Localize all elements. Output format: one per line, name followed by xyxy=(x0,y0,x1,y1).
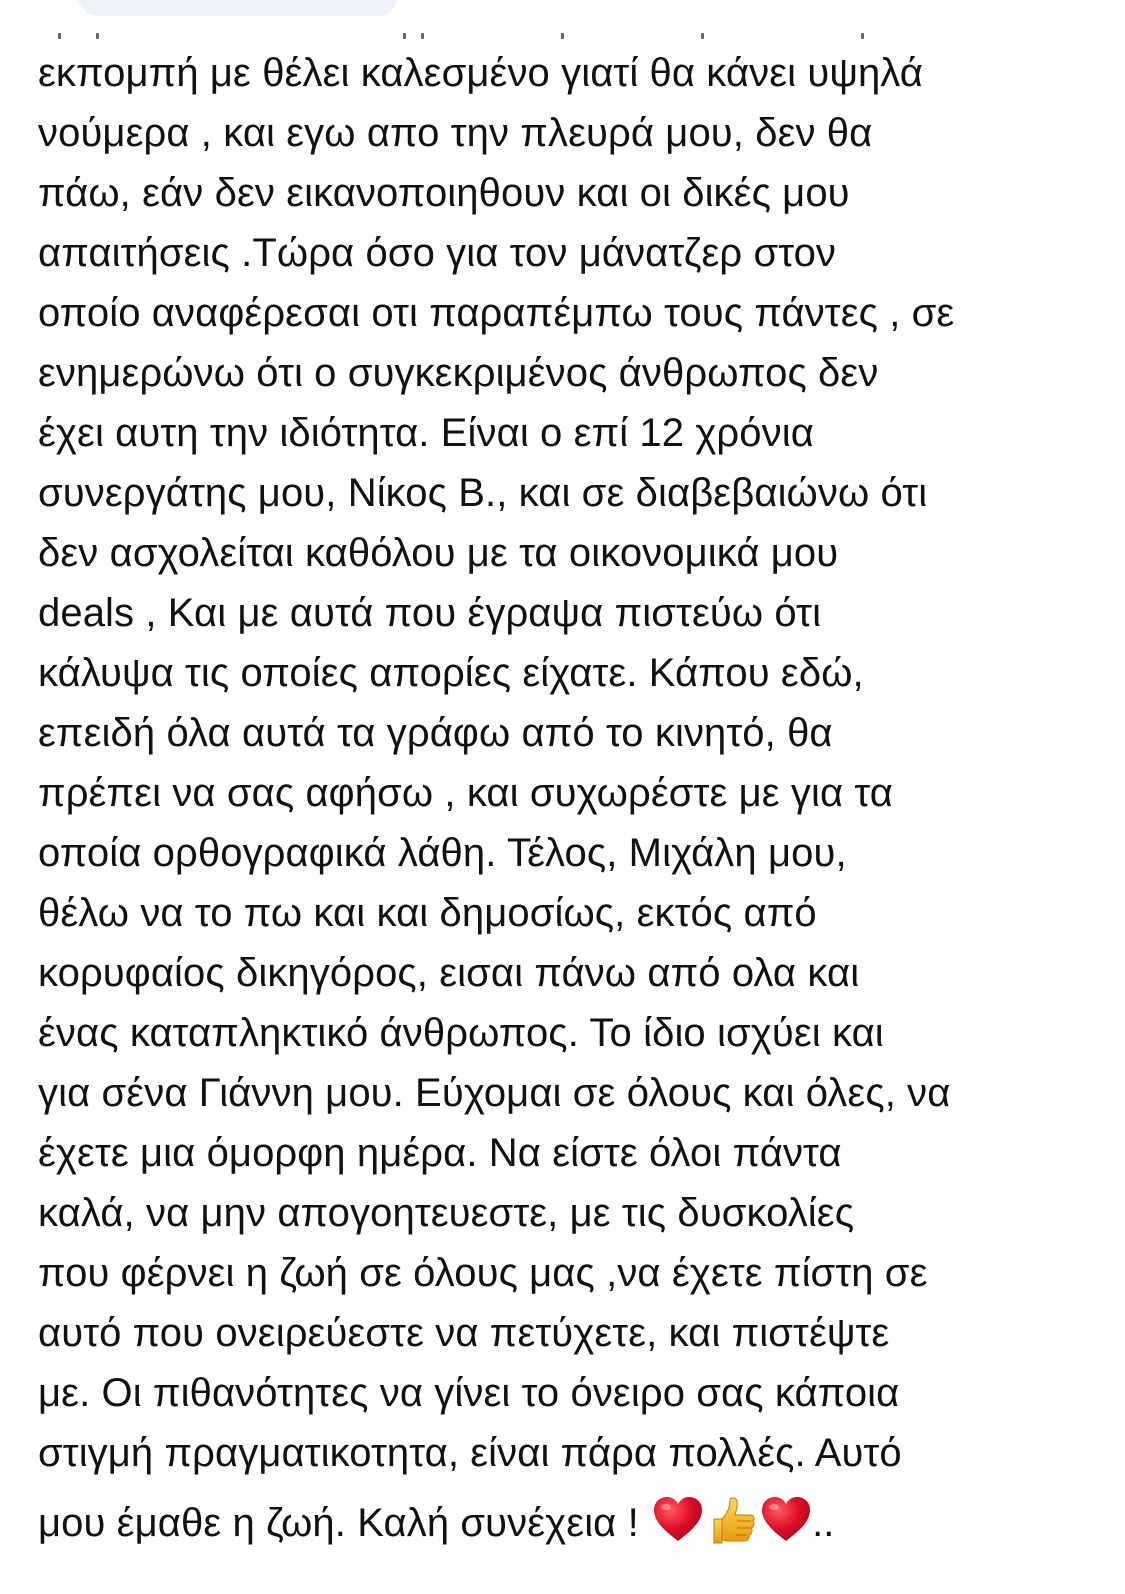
post-line: deals , Και με αυτά που έγραψα πιστεύω ότι xyxy=(38,591,822,635)
post-line: ένας καταπληκτικό άνθρωπος. Το ίδιο ισχύει και xyxy=(38,1011,884,1055)
glyph-fragment xyxy=(701,33,704,39)
red-heart-icon xyxy=(652,1495,704,1547)
post-line: εκπομπή με θέλει καλεσμένο γιατί θα κάνει υψηλά xyxy=(38,51,924,95)
post-line: στιγμή πραγματικοτητα, είναι πάρα πολλές. Αυτό xyxy=(38,1431,902,1475)
glyph-fragment xyxy=(861,33,864,39)
post-line: με. Οι πιθανότητες να γίνει το όνειρο σας κάποια xyxy=(38,1371,900,1415)
thumbs-up-icon xyxy=(706,1495,758,1547)
post-line: κάλυψα τις οποίες απορίες είχατε. Κάπου εδώ, xyxy=(38,651,864,695)
post-line: πάω, εάν δεν εικανοποιηθουν και οι δικές μου xyxy=(38,171,850,215)
glyph-fragment xyxy=(58,33,61,39)
post-line: για σένα Γιάννη μου. Εύχομαι σε όλους και όλες, να xyxy=(38,1071,951,1115)
post-trailing-dots: .. xyxy=(812,1501,835,1545)
post-line: νούμερα , και εγω απο την πλευρά μου, δεν θα xyxy=(38,111,873,155)
cropped-header-bubble xyxy=(78,0,398,16)
post-line: που φέρνει η ζωή σε όλους μας ,να έχετε πίστη σε xyxy=(38,1251,928,1295)
post-line: συνεργάτης μου, Νίκος Β., και σε διαβεβαιώνω ότι xyxy=(38,471,928,515)
post-line: οποία ορθογραφικά λάθη. Τέλος, Μιχάλη μου, xyxy=(38,831,847,875)
post-line: έχει αυτη την ιδιότητα. Είναι ο επί 12 χρόνια xyxy=(38,411,814,455)
post-line: θέλω να το πω και και δημοσίως, εκτός από xyxy=(38,891,817,935)
post-line: ενημερώνω ότι ο συγκεκριμένος άνθρωπος δεν xyxy=(38,351,879,395)
post-line: επειδή όλα αυτά τα γράφω από το κινητό, θα xyxy=(38,711,833,755)
red-heart-icon xyxy=(760,1495,812,1547)
post-line-last xyxy=(38,1493,1098,1553)
cropped-text-line xyxy=(38,27,1078,39)
post-line: αυτό που ονειρεύεστε να πετύχετε, και πιστέψτε xyxy=(38,1311,890,1355)
post-line: καλά, να μην απογοητευεστε, με τις δυσκολίες xyxy=(38,1191,855,1235)
post-line: έχετε μια όμορφη ημέρα. Να είστε όλοι πάντα xyxy=(38,1131,842,1175)
glyph-fragment xyxy=(561,33,564,39)
post-body xyxy=(38,43,1098,1553)
glyph-fragment xyxy=(403,33,406,39)
glyph-fragment xyxy=(421,33,424,39)
glyph-fragment xyxy=(96,33,99,39)
post-line: δεν ασχολείται καθόλου με τα οικονομικά μου xyxy=(38,531,839,575)
post-line: απαιτήσεις .Τώρα όσο για τον μάνατζερ στον xyxy=(38,231,837,275)
post-line: κορυφαίος δικηγόρος, εισαι πάνω από ολα και xyxy=(38,951,860,995)
post-line: οποίο αναφέρεσαι οτι παραπέμπω τους πάντες , σε xyxy=(38,291,955,335)
post-line-last-text: μου έμαθε η ζωή. Καλή συνέχεια ! xyxy=(38,1501,651,1545)
post-line: πρέπει να σας αφήσω , και συχωρέστε με για τα xyxy=(38,771,893,815)
